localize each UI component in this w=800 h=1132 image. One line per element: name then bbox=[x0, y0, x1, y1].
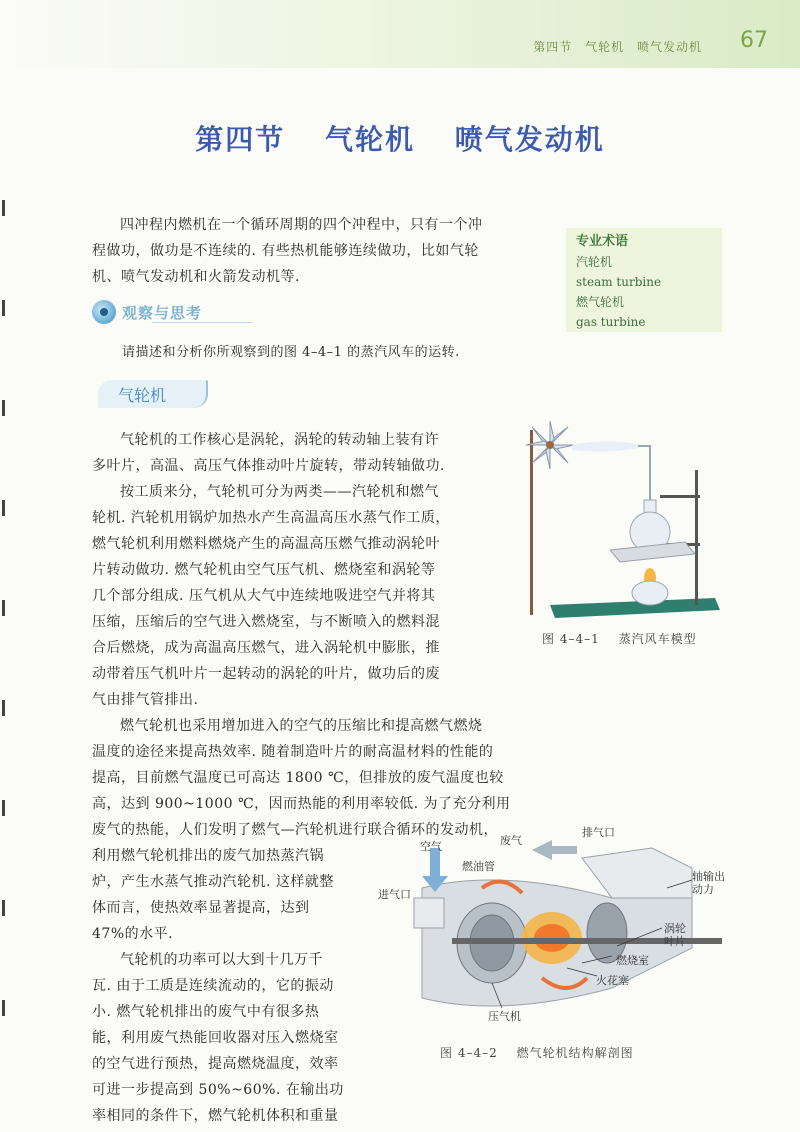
windmill-wheel bbox=[526, 421, 574, 469]
intake-duct bbox=[414, 898, 444, 928]
intro-line: 四冲程内燃机在一个循环周期的四个冲程中，只有一个冲 bbox=[120, 217, 483, 233]
paragraph-line: 燃气轮机利用燃料燃烧产生的高温高压燃气推动涡轮叶 bbox=[92, 536, 440, 552]
exhaust-duct bbox=[582, 848, 692, 898]
paragraph-line: 体而言，使热效率显著提高，达到 bbox=[92, 900, 310, 916]
binding-marks bbox=[2, 0, 6, 1132]
figure-number: 图 4–4–2 bbox=[440, 1046, 498, 1060]
paragraph-line: 轮机. 汽轮机用锅炉加热水产生高温高压水蒸气作工质， bbox=[92, 510, 450, 526]
header-topic-2: 喷气发动机 bbox=[636, 40, 702, 54]
paragraph-line: 炉，产生水蒸气推动汽轮机. 这样就整 bbox=[92, 874, 334, 890]
title-part-1: 气轮机 bbox=[324, 123, 415, 156]
observe-heading bbox=[92, 300, 312, 326]
paragraph-line: 片转动做功. 燃气轮机由空气压气机、燃烧室和涡轮等 bbox=[92, 562, 436, 578]
label-turbine-line-1: 涡轮 bbox=[664, 922, 686, 935]
section-title bbox=[0, 118, 800, 158]
terms-title: 专业术语 bbox=[576, 234, 629, 249]
page-number: 67 bbox=[740, 28, 768, 53]
label-shaft-output bbox=[692, 870, 725, 896]
observe-label: 观察与思考 bbox=[122, 304, 203, 322]
label-shaft-line-2: 动力 bbox=[692, 883, 714, 896]
paragraph-line: 47%的水平. bbox=[92, 926, 174, 942]
divider bbox=[152, 322, 252, 323]
term-item: 燃气轮机 bbox=[576, 295, 625, 309]
steam-windmill-illustration bbox=[510, 410, 730, 620]
term-item: steam turbine bbox=[576, 275, 662, 289]
paragraph-line: 多叶片，高温、高压气体推动叶片旋转，带动转轴做功. bbox=[92, 458, 445, 474]
paragraph-line: 几个部分组成. 压气机从大气中连续地吸进空气并将其 bbox=[92, 588, 436, 604]
binding-mark bbox=[2, 500, 5, 516]
paragraph-line: 小. 燃气轮机排出的废气中有很多热 bbox=[92, 1004, 320, 1020]
label-exhaust-port: 排气口 bbox=[582, 826, 615, 839]
binding-mark bbox=[2, 800, 5, 816]
label-intake: 进气口 bbox=[378, 888, 411, 901]
clamp-arm bbox=[660, 495, 700, 498]
paragraph-line: 的空气进行预热，提高燃烧温度，效率 bbox=[92, 1056, 339, 1072]
paragraph-line: 合后燃烧，成为高温高压燃气，进入涡轮机中膨胀，推 bbox=[92, 640, 440, 656]
paragraph-line: 废气的热能，人们发明了燃气—汽轮机进行联合循环的发动机， bbox=[92, 822, 498, 838]
gas-turbine-cutaway bbox=[392, 828, 752, 1028]
label-turbine-blades bbox=[664, 922, 686, 948]
paragraph-line: 利用燃气轮机排出的废气加热蒸汽锅 bbox=[92, 848, 324, 864]
paragraph-line: 瓦. 由于工质是连续流动的，它的振动 bbox=[92, 978, 334, 994]
header-section: 第四节 bbox=[533, 40, 573, 54]
wire-gauze bbox=[610, 542, 695, 562]
figure-caption bbox=[542, 630, 711, 647]
label-combustor: 燃烧室 bbox=[616, 954, 649, 967]
intro-line: 程做功，做功是不连续的. 有些热机能够连续做功，比如气轮 bbox=[92, 243, 479, 259]
steam-jet bbox=[572, 441, 638, 451]
terms-sidebar bbox=[566, 228, 722, 332]
paragraph-line: 温度的途径来提高热效率. 随着制造叶片的耐高温材料的性能的 bbox=[92, 744, 494, 760]
binding-mark bbox=[2, 400, 5, 416]
paragraph-line: 可进一步提高到 50%~60%. 在输出功 bbox=[92, 1082, 344, 1098]
paragraph-line: 燃气轮机也采用增加进入的空气的压缩比和提高燃气燃烧 bbox=[120, 718, 483, 734]
paragraph-line: 压缩，压缩后的空气进入燃烧室，与不断喷入的燃料混 bbox=[92, 614, 440, 630]
header-topic-1: 气轮机 bbox=[585, 40, 625, 54]
paragraph-line: 能，利用废气热能回收器对压入燃烧室 bbox=[92, 1030, 339, 1046]
figure-caption-text: 燃气轮机结构解剖图 bbox=[516, 1046, 634, 1060]
glass-tube bbox=[638, 446, 650, 505]
binding-mark bbox=[2, 200, 5, 216]
binding-mark bbox=[2, 700, 5, 716]
paragraph-line: 气轮机的工作核心是涡轮，涡轮的转动轴上装有许 bbox=[120, 432, 439, 448]
alcohol-lamp bbox=[632, 581, 668, 605]
paragraph-line: 按工质来分，气轮机可分为两类——汽轮机和燃气 bbox=[120, 484, 439, 500]
title-section: 第四节 bbox=[195, 123, 286, 156]
figure-caption bbox=[440, 1044, 648, 1061]
subsection-heading bbox=[98, 380, 206, 408]
term-item: 汽轮机 bbox=[576, 255, 613, 269]
figure-caption-text: 蒸汽风车模型 bbox=[618, 632, 697, 646]
figure-number: 图 4–4–1 bbox=[542, 632, 600, 646]
paragraph-line: 高，达到 900~1000 ℃，因而热能的利用率较低. 为了充分利用 bbox=[92, 796, 511, 812]
running-header bbox=[525, 38, 702, 55]
intro-paragraph bbox=[92, 212, 552, 238]
paragraph-line: 气由排气管排出. bbox=[92, 692, 199, 708]
binding-mark bbox=[2, 900, 5, 916]
label-exhaust-gas: 废气 bbox=[500, 834, 522, 847]
label-air: 空气 bbox=[420, 840, 442, 853]
binding-mark bbox=[2, 600, 5, 616]
title-part-2: 喷气发动机 bbox=[454, 123, 605, 156]
observe-text: 请描述和分析你所观察到的图 4–4–1 的蒸汽风车的运转. bbox=[122, 345, 460, 360]
binding-mark bbox=[2, 300, 5, 316]
paragraph-line: 气轮机的功率可以大到十几万千 bbox=[120, 952, 323, 968]
subsection-label: 气轮机 bbox=[118, 386, 167, 405]
stand-rod bbox=[695, 470, 698, 605]
header-band bbox=[0, 0, 800, 68]
eye-icon bbox=[92, 300, 116, 324]
paragraph-line: 动带着压气机叶片一起转动的涡轮的叶片，做功后的废 bbox=[92, 666, 440, 682]
exhaust-arrow bbox=[532, 840, 577, 860]
label-turbine-line-2: 叶片 bbox=[664, 935, 686, 948]
paragraph-line: 率相同的条件下，燃气轮机体积和重量 bbox=[92, 1108, 339, 1124]
paragraph-line: 提高，目前燃气温度已可高达 1800 ℃，但排放的废气温度也较 bbox=[92, 770, 504, 786]
intro-line: 机、喷气发动机和火箭发动机等. bbox=[92, 269, 300, 285]
label-compressor: 压气机 bbox=[488, 1010, 521, 1023]
binding-mark bbox=[2, 1000, 5, 1016]
label-fuel-pipe: 燃油管 bbox=[462, 860, 495, 873]
term-item: gas turbine bbox=[576, 315, 646, 329]
label-spark-plug: 火花塞 bbox=[596, 974, 629, 987]
label-shaft-line-1: 轴输出 bbox=[692, 870, 725, 883]
stand-base bbox=[550, 598, 720, 618]
windmill-pole bbox=[530, 430, 533, 615]
